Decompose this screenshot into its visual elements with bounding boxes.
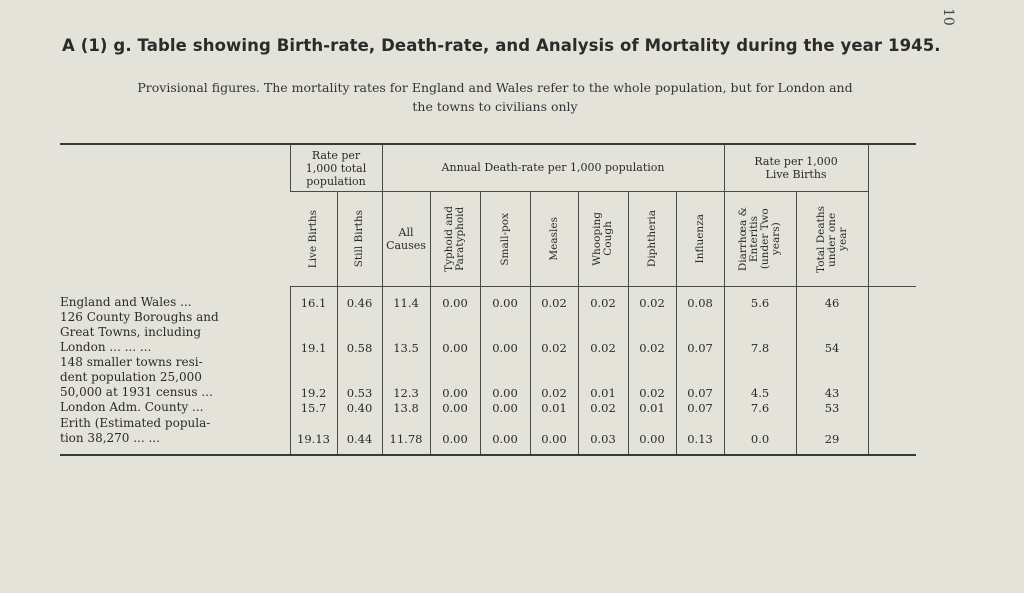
group-header-death-rate: Annual Death-rate per 1,000 population [382, 144, 724, 192]
cell-diarrhoea: 4.5 [724, 355, 796, 400]
table-row [60, 355, 916, 400]
cell-diphtheria: 0.02 [628, 355, 676, 400]
col-smallpox: Small-pox [480, 192, 530, 287]
cell-smallpox: 0.00 [480, 287, 530, 310]
page-title: A (1) g. Table showing Birth-rate, Death-rate, and Analysis of Mortality during the year 1945. [62, 36, 941, 55]
row-label: England and Wales ... [60, 294, 192, 309]
cell-live-births: 16.1 [290, 287, 337, 310]
table-row [60, 400, 916, 415]
cell-diarrhoea: 7.6 [724, 400, 796, 415]
cell-diarrhoea: 7.8 [724, 310, 796, 355]
cell-still-births: 0.53 [337, 355, 382, 400]
cell-live-births: 15.7 [290, 400, 337, 415]
cell-still-births: 0.40 [337, 400, 382, 415]
cell-whooping-cough: 0.01 [578, 355, 628, 400]
cell-whooping-cough: 0.02 [578, 400, 628, 415]
col-typhoid: Typhoid and Paratyphoid [430, 192, 480, 287]
tail-header-top [868, 144, 916, 192]
cell-tail [868, 310, 916, 355]
cell-live-births: 19.13 [290, 415, 337, 455]
cell-measles: 0.02 [530, 287, 578, 310]
row-label: Erith (Estimated popula- tion 38,270 ... ... [60, 415, 211, 445]
cell-all-causes: 13.8 [382, 400, 430, 415]
table-row [60, 310, 916, 355]
cell-all-causes: 13.5 [382, 310, 430, 355]
row-label: London Adm. County ... [60, 399, 204, 414]
cell-smallpox: 0.00 [480, 310, 530, 355]
cell-all-causes: 12.3 [382, 355, 430, 400]
cell-diphtheria: 0.02 [628, 287, 676, 310]
cell-diphtheria: 0.02 [628, 310, 676, 355]
col-measles: Measles [530, 192, 578, 287]
subtitle-line-2: the towns to civilians only [412, 99, 578, 114]
cell-influenza: 0.07 [676, 355, 724, 400]
cell-tail [868, 415, 916, 455]
cell-whooping-cough: 0.02 [578, 287, 628, 310]
cell-total-deaths: 46 [796, 287, 868, 310]
cell-tail [868, 400, 916, 415]
group-header-birth-rate: Rate per 1,000 total population [290, 144, 382, 192]
group-header-live-births-rate: Rate per 1,000 Live Births [724, 144, 868, 192]
table-row [60, 415, 916, 455]
subtitle-line-1: Provisional figures. The mortality rates for England and Wales refer to the whole population, but for London and [137, 80, 853, 95]
cell-all-causes: 11.4 [382, 287, 430, 310]
row-label-header [60, 144, 290, 287]
cell-tail [868, 355, 916, 400]
cell-diphtheria: 0.00 [628, 415, 676, 455]
cell-total-deaths: 29 [796, 415, 868, 455]
col-all-causes: All Causes [382, 192, 430, 287]
cell-influenza: 0.07 [676, 310, 724, 355]
col-still-births: Still Births [337, 192, 382, 287]
cell-total-deaths: 53 [796, 400, 868, 415]
col-tail [868, 192, 916, 287]
col-diphtheria: Diphtheria [628, 192, 676, 287]
col-whooping-cough: Whooping Cough [578, 192, 628, 287]
cell-typhoid: 0.00 [430, 415, 480, 455]
col-diarrhoea: Diarrhœa & Enteritis (under Two years) [724, 192, 796, 287]
col-live-births: Live Births [290, 192, 337, 287]
cell-influenza: 0.07 [676, 400, 724, 415]
cell-tail [868, 287, 916, 310]
col-total-deaths: Total Deaths under one year [796, 192, 868, 287]
cell-smallpox: 0.00 [480, 415, 530, 455]
cell-total-deaths: 43 [796, 355, 868, 400]
cell-live-births: 19.1 [290, 310, 337, 355]
page-number: 10 [940, 8, 956, 26]
cell-whooping-cough: 0.02 [578, 310, 628, 355]
row-label: 148 smaller towns resi- dent population 25,000 50,000 at 1931 census ... [60, 354, 213, 399]
cell-influenza: 0.13 [676, 415, 724, 455]
cell-influenza: 0.08 [676, 287, 724, 310]
col-influenza: Influenza [676, 192, 724, 287]
cell-still-births: 0.46 [337, 287, 382, 310]
cell-typhoid: 0.00 [430, 355, 480, 400]
cell-smallpox: 0.00 [480, 400, 530, 415]
cell-live-births: 19.2 [290, 355, 337, 400]
row-label: 126 County Boroughs and Great Towns, including London ... ... ... [60, 309, 219, 354]
cell-all-causes: 11.78 [382, 415, 430, 455]
cell-still-births: 0.58 [337, 310, 382, 355]
cell-measles: 0.01 [530, 400, 578, 415]
cell-diarrhoea: 5.6 [724, 287, 796, 310]
cell-still-births: 0.44 [337, 415, 382, 455]
cell-measles: 0.00 [530, 415, 578, 455]
cell-diarrhoea: 0.0 [724, 415, 796, 455]
cell-total-deaths: 54 [796, 310, 868, 355]
cell-measles: 0.02 [530, 355, 578, 400]
cell-typhoid: 0.00 [430, 287, 480, 310]
cell-typhoid: 0.00 [430, 310, 480, 355]
cell-measles: 0.02 [530, 310, 578, 355]
cell-whooping-cough: 0.03 [578, 415, 628, 455]
mortality-table [60, 143, 916, 456]
table-subtitle [90, 78, 900, 116]
table-row [60, 287, 916, 310]
cell-smallpox: 0.00 [480, 355, 530, 400]
cell-typhoid: 0.00 [430, 400, 480, 415]
cell-diphtheria: 0.01 [628, 400, 676, 415]
